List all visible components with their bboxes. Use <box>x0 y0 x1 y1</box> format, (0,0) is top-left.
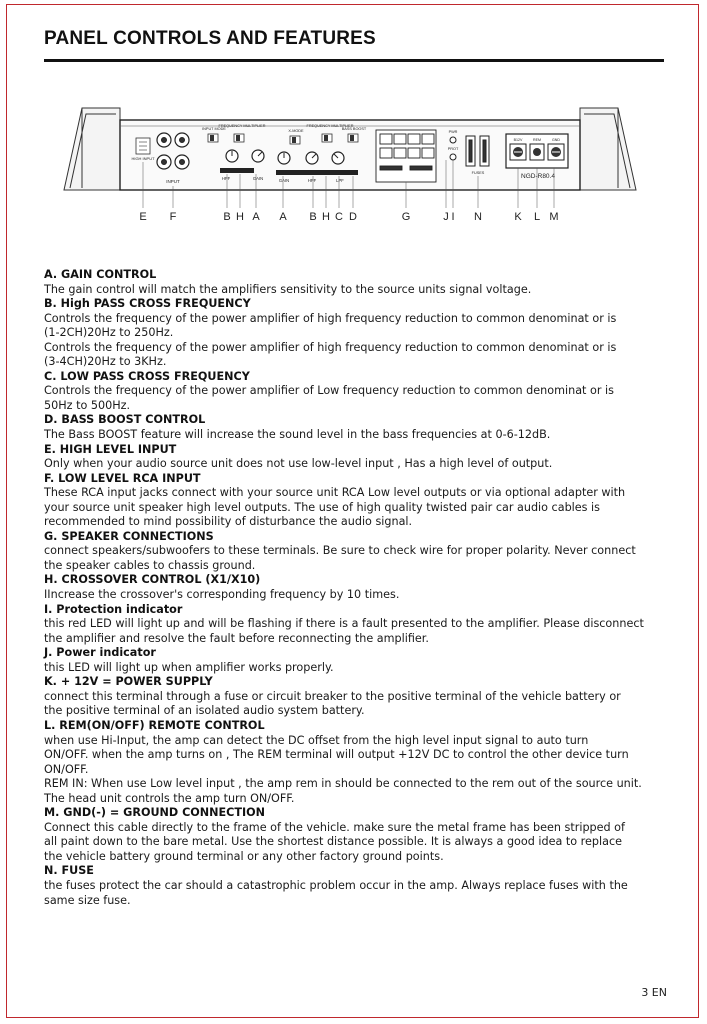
callout-b: B <box>223 211 231 223</box>
section-line: ON/OFF. <box>44 762 89 776</box>
section-line: the fuses protect the car should a catastrophic problem occur in the amp. Always replace fuses with the <box>44 878 628 892</box>
section-line: your source unit speaker high level outputs. The use of high quality twisted pair car audio cables is <box>44 500 600 514</box>
b12v-label: B12V <box>513 138 523 142</box>
callout-a-2: A <box>279 211 287 223</box>
pwr-led-label: PWR <box>448 130 458 134</box>
high-input-connector <box>136 138 150 154</box>
feature-section <box>44 413 664 442</box>
high-input-label: HIGH INPUT <box>131 156 155 161</box>
section-heading: I. Protection indicator <box>44 602 183 616</box>
gnd-label: GND <box>552 138 560 142</box>
section-heading: E. HIGH LEVEL INPUT <box>44 442 177 456</box>
callout-b-2: B <box>309 211 317 223</box>
section-line: the positive terminal of an isolated audio system battery. <box>44 704 365 718</box>
section-line: recommended to mind possibility of disturbance the audio signal. <box>44 515 413 529</box>
section-line: (1-2CH)20Hz to 250Hz. <box>44 326 174 340</box>
model-label: NGD-R80.4 <box>521 173 555 180</box>
section-heading: L. REM(ON/OFF) REMOTE CONTROL <box>44 718 265 732</box>
input-mode-label: INPUT MODE <box>202 127 226 131</box>
callout-l: L <box>533 211 541 223</box>
rca-input-label: INPUT <box>166 179 180 184</box>
section-line: Connect this cable directly to the frame of the vehicle. make sure the metal frame has been stripped of <box>44 820 625 834</box>
section-line: this red LED will light up and will be flashing if there is a fault presented to the amplifier. Please disconnect <box>44 617 644 631</box>
protection-led <box>450 154 456 160</box>
left-heatsink-fin <box>64 108 120 190</box>
gain-label-1: GAIN <box>252 176 264 181</box>
section-heading: D. BASS BOOST CONTROL <box>44 413 206 427</box>
section-line: The gain control will match the amplifiers sensitivity to the source units signal voltage. <box>44 282 532 296</box>
section-line: (3-4CH)20Hz to 3KHz. <box>44 355 167 369</box>
feature-section <box>44 530 664 574</box>
rem-label: REM <box>533 138 541 142</box>
right-heatsink-fin <box>580 108 636 190</box>
feature-section <box>44 472 664 530</box>
section-line: connect this terminal through a fuse or circuit breaker to the positive terminal of the vehicle battery or <box>44 689 621 703</box>
hpf-label-2: HPF <box>307 178 317 183</box>
feature-section <box>44 864 664 908</box>
section-line: 50Hz to 500Hz. <box>44 398 131 412</box>
feature-section <box>44 646 664 675</box>
feature-section <box>44 443 664 472</box>
section-line: all paint down to the bare metal. Use the shortest distance possible. It is always a good idea to replace <box>44 835 623 849</box>
feature-section <box>44 370 664 414</box>
feature-section <box>44 297 664 370</box>
feature-section <box>44 603 664 647</box>
section-line: Controls the frequency of the power amplifier of Low frequency reduction to common denominat or is <box>44 384 614 398</box>
power-led <box>450 137 456 143</box>
gain-label-2: GAIN <box>278 178 290 183</box>
section-heading: H. CROSSOVER CONTROL (X1/X10) <box>44 573 261 587</box>
callout-k: K <box>514 211 522 223</box>
callout-a: A <box>252 211 260 223</box>
speaker-terminal-block <box>376 130 436 182</box>
callout-c: C <box>335 211 343 223</box>
feature-section <box>44 719 664 806</box>
section-line: this LED will light up when amplifier works properly. <box>44 660 334 674</box>
fuses-label: FUSES <box>471 171 485 175</box>
section-line: Only when your audio source unit does not use low-level input , Has a high level of output. <box>44 457 553 471</box>
callout-j: J <box>443 211 449 223</box>
section-heading: G. SPEAKER CONNECTIONS <box>44 529 214 543</box>
section-line: Controls the frequency of the power amplifier of high frequency reduction to common denominat or is <box>44 340 617 354</box>
feature-section <box>44 806 664 864</box>
section-line: Controls the frequency of the power amplifier of high frequency reduction to common denominat or is <box>44 311 617 325</box>
page-number: 3 EN <box>641 986 667 999</box>
section-line: IIncrease the crossover's corresponding frequency by 10 times. <box>44 588 400 602</box>
prot-led-label: PROT <box>447 147 459 151</box>
callout-i: I <box>451 211 455 223</box>
callout-n: N <box>474 211 482 223</box>
section-line: The Bass BOOST feature will increase the sound level in the bass frequencies at 0-6-12dB. <box>44 428 551 442</box>
callout-h: H <box>236 211 244 223</box>
callout-f: F <box>169 211 177 223</box>
section-line: ON/OFF. when the amp turns on , The REM terminal will output +12V DC to control the other device turn <box>44 748 629 762</box>
hpf-label-1: HPF <box>221 176 231 181</box>
section-heading: N. FUSE <box>44 864 94 878</box>
callout-m: M <box>549 211 559 223</box>
section-line: REM IN: When use Low level input , the amp rem in should be connected to the rem out of the source unit. <box>44 777 642 791</box>
section-line: the vehicle battery ground terminal or any other factory ground points. <box>44 849 444 863</box>
section-heading: F. LOW LEVEL RCA INPUT <box>44 471 201 485</box>
section-heading: J. Power indicator <box>44 646 156 660</box>
section-line: The head unit controls the amp turn ON/OFF. <box>44 791 295 805</box>
section-heading: M. GND(-) = GROUND CONNECTION <box>44 806 266 820</box>
section-line: the speaker cables to chassis ground. <box>44 558 256 572</box>
callout-h-2: H <box>322 211 330 223</box>
section-line: same size fuse. <box>44 893 131 907</box>
bass-boost-label: BASS BOOST <box>341 127 367 131</box>
callout-e: E <box>139 211 147 223</box>
feature-section <box>44 573 664 602</box>
callout-g: G <box>401 211 411 223</box>
x-mode-label: X-MODE <box>288 129 304 133</box>
section-heading: B. High PASS CROSS FREQUENCY <box>44 297 251 311</box>
section-heading: A. GAIN CONTROL <box>44 268 157 281</box>
feature-section <box>44 675 664 719</box>
section-line: connect speakers/subwoofers to these terminals. Be sure to check wire for proper polarity. Never connect <box>44 544 636 558</box>
section-heading: K. + 12V = POWER SUPPLY <box>44 675 213 689</box>
callout-letters <box>0 211 707 227</box>
frequency-multiplier-label-1: FREQUENCY MULTIPLIER <box>218 124 266 128</box>
callout-d: D <box>349 211 357 223</box>
section-heading: C. LOW PASS CROSS FREQUENCY <box>44 369 250 383</box>
title-divider <box>44 59 664 62</box>
section-line: when use Hi-Input, the amp can detect the DC offset from the high level input signal to auto turn <box>44 733 589 747</box>
section-line: the amplifier and resolve the fault before reconnecting the amplifier. <box>44 631 429 645</box>
feature-descriptions <box>44 268 664 908</box>
section-line: These RCA input jacks connect with your source unit RCA Low level outputs or via optional adapter with <box>44 486 626 500</box>
page-title: PANEL CONTROLS AND FEATURES <box>44 28 376 49</box>
lpf-label: LPF <box>336 178 344 183</box>
feature-section <box>44 268 664 297</box>
frequency-multiplier-label-2: FREQUENCY MULTIPLIER <box>306 124 354 128</box>
